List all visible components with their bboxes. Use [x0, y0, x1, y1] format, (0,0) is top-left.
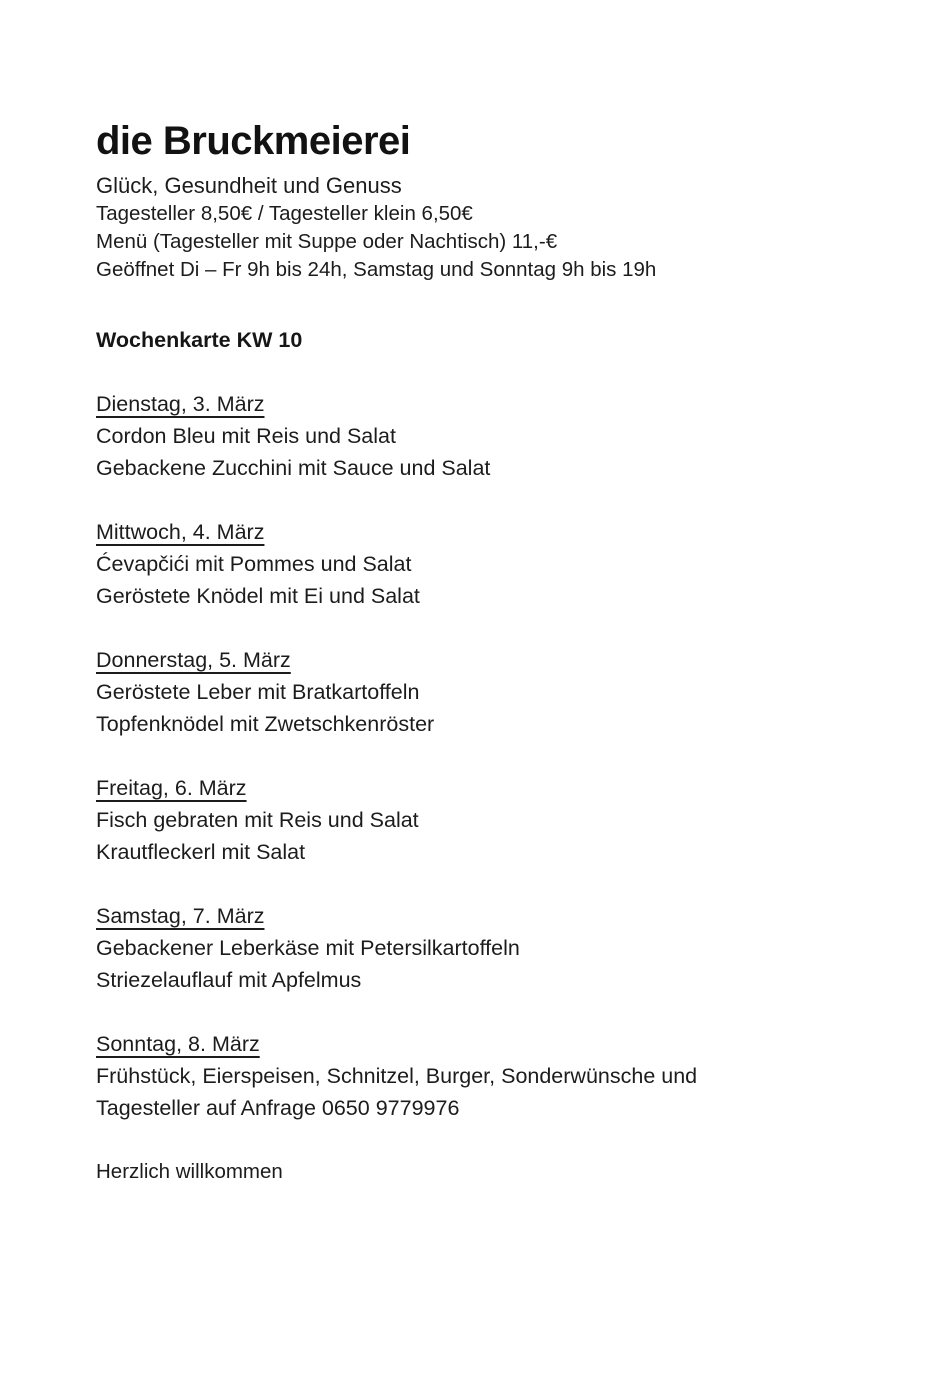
day-section-mittwoch: [96, 516, 863, 612]
restaurant-motto: Glück, Gesundheit und Genuss: [96, 173, 402, 198]
day-section-donnerstag: [96, 644, 863, 740]
day-section-sonntag: [96, 1028, 863, 1124]
dish-line: Gebackene Zucchini mit Sauce und Salat: [96, 456, 491, 480]
day-heading-samstag: Samstag, 7. März: [96, 904, 265, 928]
weekly-menu-section-title: Wochenkarte KW 10: [96, 328, 303, 352]
day-section-dienstag: [96, 388, 863, 484]
dish-line: Fisch gebraten mit Reis und Salat: [96, 808, 419, 832]
dish-line: Ćevapčići mit Pommes und Salat: [96, 552, 412, 576]
page-title: die Bruckmeierei: [96, 119, 411, 163]
dish-line: Striezelauflauf mit Apfelmus: [96, 968, 362, 992]
dish-line: Tagesteller auf Anfrage 0650 9779976: [96, 1096, 460, 1120]
info-line-opening-hours: Geöffnet Di – Fr 9h bis 24h, Samstag und Sonntag 9h bis 19h: [96, 258, 657, 281]
day-section-freitag: [96, 772, 863, 868]
dish-line: Krautfleckerl mit Salat: [96, 840, 306, 864]
day-heading-donnerstag: Donnerstag, 5. März: [96, 648, 291, 672]
dish-line: Topfenknödel mit Zwetschkenröster: [96, 712, 435, 736]
dish-line: Gebackener Leberkäse mit Petersilkartoffeln: [96, 936, 520, 960]
dish-line: Geröstete Leber mit Bratkartoffeln: [96, 680, 420, 704]
info-line-menu-price: Menü (Tagesteller mit Suppe oder Nachtisch) 11,-€: [96, 230, 558, 253]
closing-text: Herzlich willkommen: [96, 1160, 283, 1183]
day-heading-sonntag: Sonntag, 8. März: [96, 1032, 260, 1056]
day-heading-freitag: Freitag, 6. März: [96, 776, 247, 800]
day-heading-dienstag: Dienstag, 3. März: [96, 392, 265, 416]
dish-line: Cordon Bleu mit Reis und Salat: [96, 424, 396, 448]
dish-line: Geröstete Knödel mit Ei und Salat: [96, 584, 420, 608]
day-heading-mittwoch: Mittwoch, 4. März: [96, 520, 265, 544]
info-line-pricing: Tagesteller 8,50€ / Tagesteller klein 6,50€: [96, 202, 473, 225]
day-section-samstag: [96, 900, 863, 996]
dish-line: Frühstück, Eierspeisen, Schnitzel, Burger, Sonderwünsche und: [96, 1064, 698, 1088]
